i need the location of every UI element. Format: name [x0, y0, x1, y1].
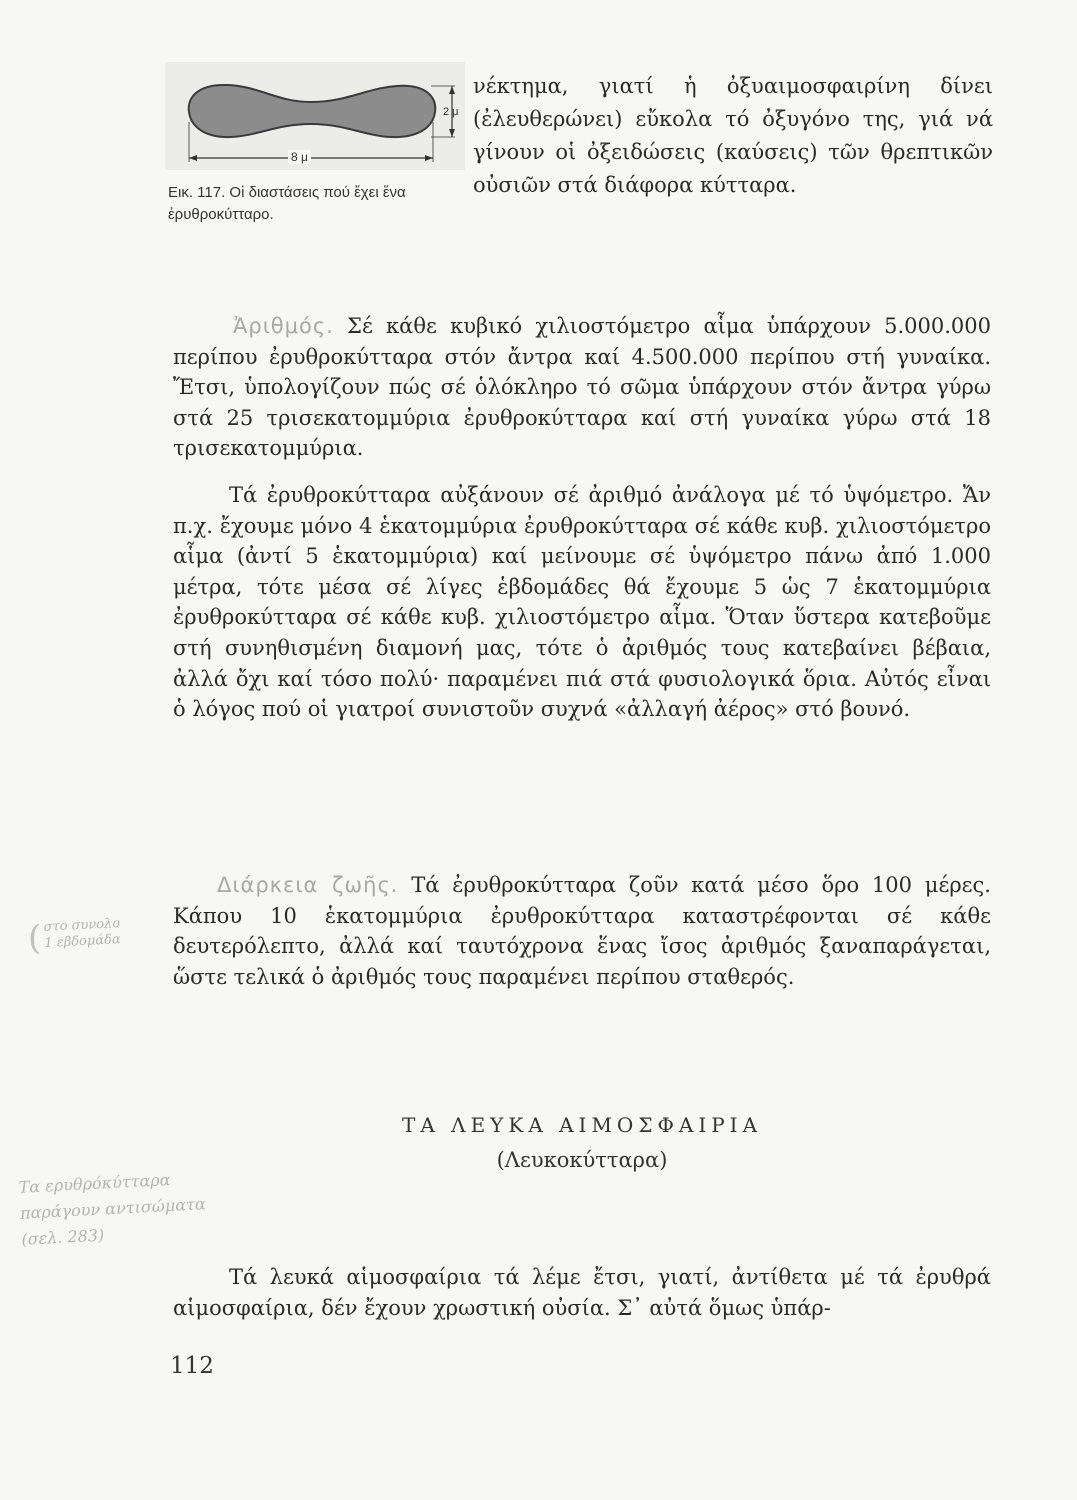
lifespan-heading: Διάρκεια ζωῆς. — [217, 873, 399, 897]
white-cells-title: ΤΑ ΛΕΥΚΑ ΑΙΜΟΣΦΑΙΡΙΑ — [401, 1113, 763, 1137]
margin-note-1-line-2: 1 εβδομάδα — [44, 932, 122, 951]
margin-note-2-line-3: (σελ. 283) — [20, 1225, 105, 1249]
figure-red-blood-cell — [165, 62, 465, 242]
thickness-label: 2 μ — [443, 106, 459, 118]
margin-note-2 — [18, 1165, 208, 1253]
white-cells-subtitle: (Λευκοκύτταρα) — [496, 1148, 668, 1172]
width-label: 8 μ — [288, 150, 311, 164]
number-heading: Ἀριθμός. — [233, 314, 334, 338]
intro-paragraph: νέκτημα, γιατί ἡ ὀξυαιμοσφαιρίνη δίνει (ἐλευθερώνει) εὔκολα τό ὀξυγόνο της, γιά νά γίνουν οἱ ὀξειδώσεις (καύσεις) τῶν θρεπτικῶν οὐσιῶν στά διάφορα κύτταρα. — [473, 74, 993, 197]
number-paragraph-1 — [173, 311, 991, 464]
margin-bracket-left: ( — [28, 918, 42, 958]
margin-note-1 — [43, 916, 121, 952]
lifespan-paragraph-text: Τά ἐρυθροκύτταρα ζοῦν κατά μέσο ὅρο 100 μέρες. Κάπου 10 ἑκατομμύρια ἐρυθροκύτταρα καταστρέφονται σέ κάθε δευτερόλεπτο, ἀλλά καί ταυτόχρονα ἕνας ἴσος ἀριθμός ξαναπαράγεται, ὥστε τελικά ὁ ἀριθμός τους παραμένει περίπου σταθερός. — [173, 873, 991, 989]
lifespan-paragraph — [173, 870, 991, 992]
margin-note-2-line-2: παράγουν αντισώματα — [19, 1194, 207, 1223]
red-blood-cell-diagram — [165, 62, 465, 182]
figure-caption: Εικ. 117. Οἱ διαστάσεις πού ἔχει ἕνα ἐρυθροκύτταρο. — [168, 184, 406, 223]
number-paragraph-2: Τά ἐρυθροκύτταρα αὐξάνουν σέ ἀριθμό ἀνάλογα μέ τό ὑψόμετρο. Ἄν π.χ. ἔχουμε μόνο 4 ἑκατομμύρια ἐρυθροκύτταρα σέ κάθε κυβ. χιλιοστόμετρο αἷμα (ἀντί 5 ἑκατομμύρια) καί μείνουμε σέ ὑψόμετρο πάνω ἀπό 1.000 μέτρα, τότε μέσα σέ λίγες ἑβδομάδες θά ἔχουμε 5 ὡς 7 ἑκατομμύρια ἐρυθροκύτταρα σέ κάθε κυβ. χιλιοστόμετρο αἷμα. Ὅταν ὕστερα κατεβοῦμε στή συνηθισμένη διαμονή μας, τότε ὁ ἀριθμός τους κατεβαίνει βέβαια, ἀλλά ὄχι καί τόσο πολύ· παραμένει πιά στά φυσιολογικά ὅρια. Αὐτός εἶναι ὁ λόγος πού οἱ γιατροί συνιστοῦν συχνά «ἀλλαγή ἀέρος» στό βουνό. — [173, 483, 991, 722]
number-paragraph-1-text: Σέ κάθε κυβικό χιλιοστόμετρο αἷμα ὑπάρχουν 5.000.000 περίπου ἐρυθροκύτταρα στόν ἄντρα καί 4.500.000 περίπου στή γυναίκα. Ἔτσι, ὑπολογίζουν πώς σέ ὁλόκληρο τό σῶμα ὑπάρχουν στόν ἄντρα γύρω στά 25 τρισεκατομμύρια ἐρυθροκύτταρα καί στή γυναίκα γύρω στά 18 τρισεκατομμύρια. — [173, 314, 991, 461]
margin-note-1-line-1: στο συνολο — [43, 916, 121, 936]
margin-note-2-line-1: Τα ερυθρόκύτταρα — [18, 1169, 171, 1197]
page-number: 112 — [170, 1353, 214, 1379]
white-cells-paragraph: Τά λευκά αἱμοσφαίρια τά λέμε ἔτσι, γιατί, ἀντίθετα μέ τά ἐρυθρά αἱμοσφαίρια, δέν ἔχουν χρωστική οὐσία. Σ᾽ αὐτά ὅμως ὑπάρ- — [173, 1265, 991, 1320]
